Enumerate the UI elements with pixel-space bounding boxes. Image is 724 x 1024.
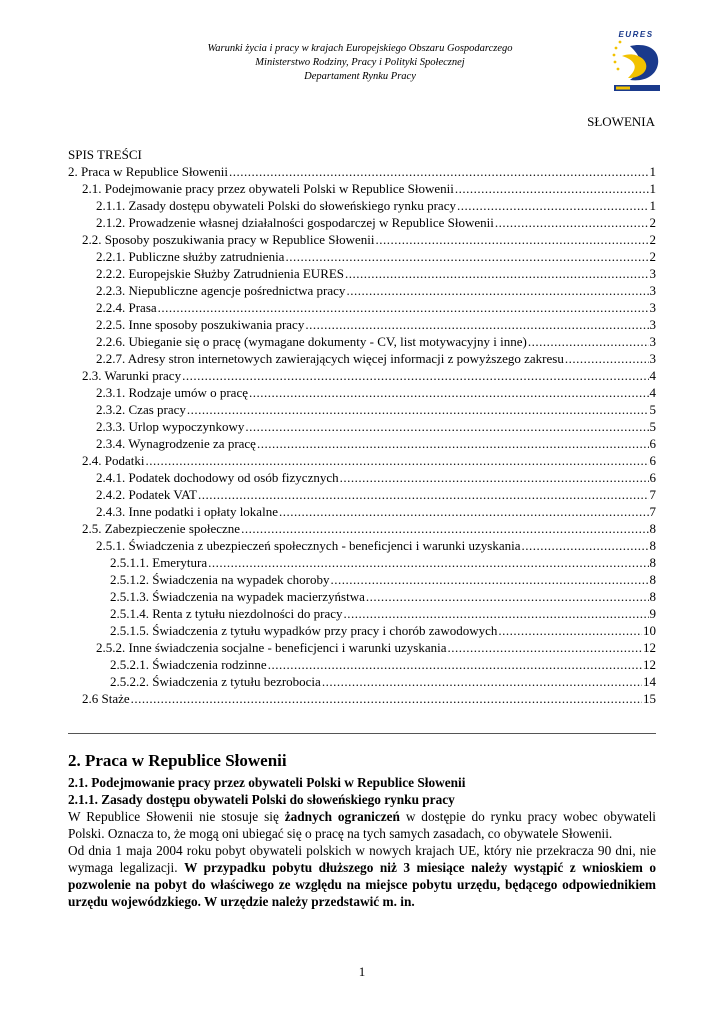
toc-entry-title: 2.3.4. Wynagrodzenie za pracę (96, 436, 256, 451)
subsection-heading: 2.1. Podejmowanie pracy przez obywateli Polski w Republice Słowenii (68, 775, 466, 790)
toc-entry-page: 8 (649, 521, 656, 536)
toc-entry[interactable] (68, 486, 656, 503)
toc-leader-dots (322, 673, 642, 690)
toc-entry[interactable] (68, 622, 656, 639)
toc-entry-page: 3 (649, 283, 656, 298)
toc-entry-title: 2.5.2. Inne świadczenia socjalne - beneficjenci i warunki uzyskania (96, 640, 447, 655)
toc-entry-title: 2.5.1. Świadczenia z ubezpieczeń społecznych - beneficjenci i warunki uzyskania (96, 538, 521, 553)
toc-entry[interactable] (68, 418, 656, 435)
toc-entry[interactable] (68, 299, 656, 316)
toc-entry-title: 2. Praca w Republice Słowenii (68, 164, 228, 179)
toc-entry-page: 10 (643, 623, 656, 638)
table-of-contents (68, 146, 656, 707)
toc-leader-dots (245, 418, 648, 435)
toc-entry[interactable] (68, 571, 656, 588)
toc-entry[interactable] (68, 520, 656, 537)
toc-entry-title: 2.4.1. Podatek dochodowy od osób fizycznych (96, 470, 339, 485)
toc-leader-dots (340, 469, 649, 486)
toc-entry-title: 2.3.1. Rodzaje umów o pracę (96, 385, 248, 400)
toc-entry-title: 2.5.1.5. Świadczenia z tytułu wypadków przy pracy i chorób zawodowych (110, 623, 498, 638)
toc-entry-page: 4 (649, 368, 656, 383)
toc-entry-page: 2 (649, 215, 656, 230)
paragraph-text: W Republice Słowenii nie stosuje się (68, 809, 285, 824)
paragraph-text: Od dnia 1 maja 2004 roku pobyt obywateli polskich w nowych krajach UE, który nie przekracza 90 dni, nie wymaga legalizacji. (68, 843, 656, 875)
toc-leader-dots (375, 231, 648, 248)
toc-leader-dots (285, 248, 648, 265)
toc-entry[interactable] (68, 452, 656, 469)
toc-leader-dots (528, 333, 649, 350)
document-header (130, 42, 590, 84)
toc-entry-title: 2.2. Sposoby poszukiwania pracy w Republice Słowenii (82, 232, 375, 247)
toc-entry-title: 2.5.1.4. Renta z tytułu niezdolności do pracy (110, 606, 343, 621)
toc-entry[interactable] (68, 537, 656, 554)
toc-entry[interactable] (68, 231, 656, 248)
eures-logo (608, 28, 662, 98)
paragraph-emphasis: W przypadku pobytu dłuższego niż 3 miesiące należy wystąpić z wnioskiem o pozwolenie na pobyt do właściwego ze względu na miejsce pobytu urzędu, będącego odpowiednikiem urzędu wojewódzkiego. W urzędzie należy przedstawić m. in. (68, 860, 656, 909)
toc-entry-title: 2.4.3. Inne podatki i opłaty lokalne (96, 504, 278, 519)
toc-entry[interactable] (68, 673, 656, 690)
toc-leader-dots (455, 180, 649, 197)
toc-leader-dots (131, 690, 642, 707)
toc-entry-title: 2.2.4. Prasa (96, 300, 157, 315)
toc-leader-dots (565, 350, 649, 367)
paragraph-access-rules (68, 808, 656, 842)
toc-leader-dots (268, 656, 642, 673)
toc-leader-dots (346, 282, 648, 299)
toc-entry-page: 2 (649, 249, 656, 264)
toc-entry-page: 9 (649, 606, 656, 621)
toc-entry-page: 8 (649, 589, 656, 604)
toc-leader-dots (521, 537, 648, 554)
toc-entry[interactable] (68, 316, 656, 333)
toc-entry-page: 6 (649, 436, 656, 451)
toc-entry[interactable] (68, 435, 656, 452)
toc-entry-title: 2.1. Podejmowanie pracy przez obywateli Polski w Republice Słowenii (82, 181, 454, 196)
toc-leader-dots (241, 520, 648, 537)
toc-entry-page: 14 (643, 674, 656, 689)
toc-entry[interactable] (68, 350, 656, 367)
toc-leader-dots (158, 299, 649, 316)
country-label: SŁOWENIA (587, 114, 655, 129)
header-line-2: Ministerstwo Rodziny, Pracy i Polityki Społecznej (255, 57, 465, 68)
toc-entry-page: 2 (649, 232, 656, 247)
toc-entry[interactable] (68, 282, 656, 299)
toc-entry-title: 2.2.5. Inne sposoby poszukiwania pracy (96, 317, 305, 332)
toc-entry-page: 1 (649, 164, 656, 179)
toc-entry[interactable] (68, 180, 656, 197)
toc-entry-title: 2.2.1. Publiczne służby zatrudnienia (96, 249, 285, 264)
toc-entry[interactable] (68, 588, 656, 605)
paragraph-emphasis: żadnych ograniczeń (284, 809, 400, 824)
toc-entry[interactable] (68, 656, 656, 673)
toc-leader-dots (198, 486, 649, 503)
toc-entry-page: 5 (649, 402, 656, 417)
toc-entry-title: 2.2.7. Adresy stron internetowych zawierających więcej informacji z powyższego zakresu (96, 351, 564, 366)
subsubsection-heading: 2.1.1. Zasady dostępu obywateli Polski do słoweńskiego rynku pracy (68, 792, 455, 807)
toc-leader-dots (249, 384, 649, 401)
toc-entry-page: 6 (649, 453, 656, 468)
toc-entry[interactable] (68, 690, 656, 707)
toc-entry-title: 2.2.3. Niepubliczne agencje pośrednictwa pracy (96, 283, 346, 298)
toc-entry[interactable] (68, 248, 656, 265)
toc-leader-dots (305, 316, 648, 333)
toc-entry[interactable] (68, 605, 656, 622)
paragraph-residence (68, 842, 656, 910)
toc-entry-title: 2.2.6. Ubieganie się o pracę (wymagane dokumenty - CV, list motywacyjny i inne) (96, 334, 527, 349)
toc-entry[interactable] (68, 554, 656, 571)
toc-entry-page: 12 (643, 640, 656, 655)
toc-entry[interactable] (68, 265, 656, 282)
toc-entry[interactable] (68, 639, 656, 656)
toc-leader-dots (229, 163, 649, 180)
toc-entry-page: 3 (649, 317, 656, 332)
toc-entry[interactable] (68, 401, 656, 418)
section-heading: 2. Praca w Republice Słowenii (68, 751, 287, 770)
section-divider (68, 733, 656, 734)
toc-leader-dots (344, 605, 649, 622)
toc-entry-title: 2.5. Zabezpieczenie społeczne (82, 521, 241, 536)
header-line-3: Departament Rynku Pracy (304, 71, 416, 82)
toc-leader-dots (208, 554, 648, 571)
toc-entry-title: 2.4.2. Podatek VAT (96, 487, 197, 502)
toc-entry[interactable] (68, 503, 656, 520)
toc-entry-page: 1 (649, 198, 656, 213)
toc-leader-dots (366, 588, 649, 605)
toc-entry-page: 8 (649, 555, 656, 570)
toc-entry[interactable] (68, 163, 656, 180)
toc-entry-page: 3 (649, 266, 656, 281)
logo-text: EURES (618, 30, 654, 39)
toc-entry-title: 2.3. Warunki pracy (82, 368, 182, 383)
toc-entry-title: 2.5.1.3. Świadczenia na wypadek macierzyństwa (110, 589, 365, 604)
toc-leader-dots (279, 503, 649, 520)
toc-list (68, 163, 656, 707)
toc-leader-dots (331, 571, 649, 588)
toc-entry-title: 2.3.2. Czas pracy (96, 402, 186, 417)
toc-leader-dots (187, 401, 649, 418)
toc-entry-title: 2.1.2. Prowadzenie własnej działalności gospodarczej w Republice Słowenii (96, 215, 494, 230)
toc-entry-page: 4 (649, 385, 656, 400)
toc-entry-title: 2.5.2.2. Świadczenia z tytułu bezrobocia (110, 674, 321, 689)
toc-entry-page: 5 (649, 419, 656, 434)
toc-entry-title: 2.4. Podatki (82, 453, 145, 468)
toc-entry-page: 12 (643, 657, 656, 672)
toc-entry-page: 8 (649, 538, 656, 553)
toc-entry-page: 7 (649, 487, 656, 502)
toc-leader-dots (495, 214, 649, 231)
toc-leader-dots (182, 367, 648, 384)
toc-entry-title: 2.5.1.2. Świadczenia na wypadek choroby (110, 572, 330, 587)
toc-entry-page: 3 (649, 351, 656, 366)
toc-entry-page: 15 (643, 691, 656, 706)
paragraph-text: w dostępie do rynku pracy wobec obywateli Polski. Oznacza to, że mogą oni ubiegać się o pracę na tych samych zasadach, co obywatele Słowenii. (68, 809, 656, 841)
toc-entry[interactable] (68, 214, 656, 231)
toc-leader-dots (345, 265, 648, 282)
toc-title: SPIS TREŚCI (68, 147, 142, 162)
toc-entry[interactable] (68, 197, 656, 214)
toc-entry-page: 8 (649, 572, 656, 587)
toc-leader-dots (257, 435, 649, 452)
toc-entry[interactable] (68, 469, 656, 486)
toc-entry-page: 3 (649, 300, 656, 315)
toc-entry-page: 6 (649, 470, 656, 485)
toc-entry[interactable] (68, 333, 656, 350)
toc-entry-title: 2.3.3. Urlop wypoczynkowy (96, 419, 245, 434)
toc-entry-page: 3 (649, 334, 656, 349)
toc-entry-title: 2.6 Staże (82, 691, 130, 706)
toc-entry-title: 2.5.1.1. Emerytura (110, 555, 208, 570)
toc-entry-page: 7 (649, 504, 656, 519)
page-number: 1 (358, 964, 366, 979)
toc-entry-title: 2.2.2. Europejskie Służby Zatrudnienia EURES (96, 266, 345, 281)
toc-leader-dots (145, 452, 648, 469)
toc-entry[interactable] (68, 367, 656, 384)
header-line-1: Warunki życia i pracy w krajach Europejskiego Obszaru Gospodarczego (207, 43, 513, 54)
toc-entry-page: 1 (649, 181, 656, 196)
document-body (68, 750, 656, 910)
toc-leader-dots (448, 639, 643, 656)
toc-leader-dots (457, 197, 649, 214)
toc-entry[interactable] (68, 384, 656, 401)
toc-leader-dots (498, 622, 642, 639)
toc-entry-title: 2.1.1. Zasady dostępu obywateli Polski do słoweńskiego rynku pracy (96, 198, 456, 213)
toc-entry-title: 2.5.2.1. Świadczenia rodzinne (110, 657, 267, 672)
